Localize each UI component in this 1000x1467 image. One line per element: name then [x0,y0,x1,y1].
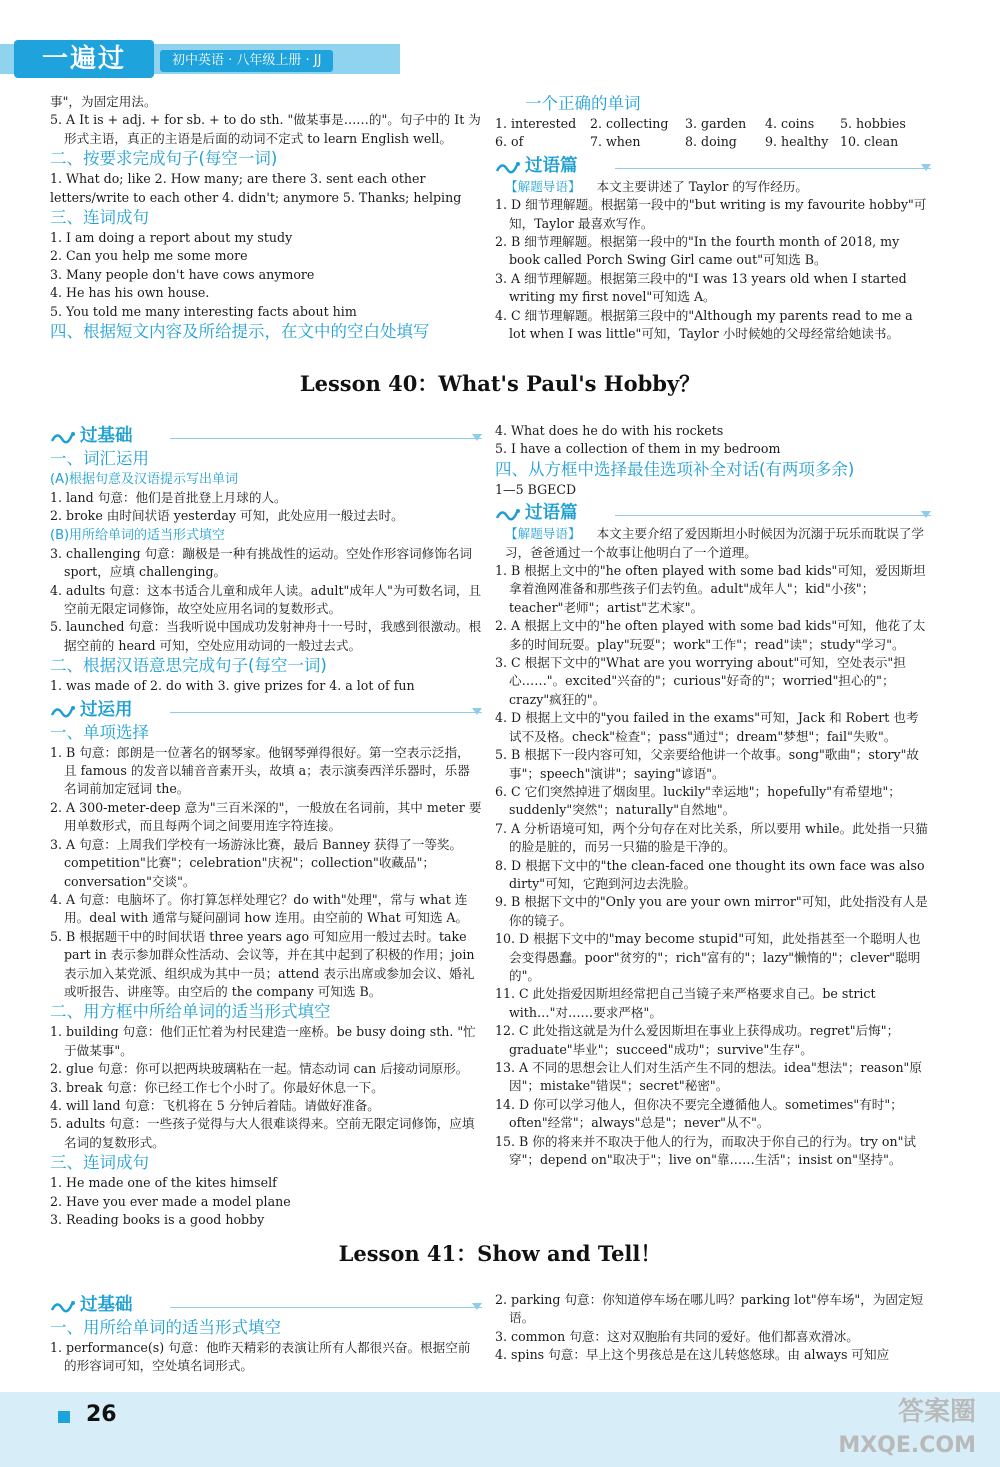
watermark: 答案圈 MXQE.COM [838,1397,976,1458]
answer-item: 2. Can you help me some more [50,248,248,264]
answer-items [495,196,931,343]
guide-line: 【解题导语】 本文主要讲述了 Taylor 的写作经历。 [505,178,808,194]
answer-item: 14. D 你可以学习他人，但你决不要完全遵循他人。sometimes"有时"；often"经常"；always"总是"；never"从不"。 [495,1096,903,1131]
answer-item: 4. C 细节理解题。根据第三段中的"Although my parents read to me a lot when I was little"可知，Taylor 小时候她的父母经常给她读书。 [495,307,913,342]
answer-item: 1. What do; like 2. How many; are there 3. sent each other letters/write to each other 4. didn't; anymore 5. Thanks; helping [50,171,462,205]
answer-item: 4. A 句意：电脑坏了。你打算怎样处理它？do with"处理"，常与 what 连用。deal with 通常与疑问副词 how 连用。由空前的 What 可知选 A。 [50,891,469,926]
grid-answer: 2. collecting [590,116,669,131]
grid-answer: 1. interested [495,116,577,131]
answer-item: 1—5 BGECD [495,481,577,497]
answer-item: 3. C 根据下文中的"What are you worrying about"可知，空处表示"担心……"。excited"兴奋的"；curious"好奇的"；worried"担心的"；crazy"疯狂的"。 [495,655,906,707]
lesson-40-left-column [50,422,482,1229]
section-heading: 一、词汇运用 [50,449,149,468]
grid-answer: 10. clean [840,134,899,150]
grid-answer: 8. doing [685,134,737,150]
lesson-41-title: Lesson 41：Show and Tell！ [338,1241,662,1266]
answer-item: 9. B 根据下文中的"Only you are your own mirror"可知，此处指没有人是你的镜子。 [495,894,928,928]
grid-answer: 9. healthy [765,134,829,150]
answer-item: 2. B 细节理解题。根据第一段中的"In the fourth month of 2018, my book called Porch Swing Girl came out"可知选 B。 [495,234,900,268]
answer-item: 3. common 句意：这对双胞胎有共同的爱好。他们都喜欢滑冰。 [495,1328,859,1344]
answer-item: 1. D 细节理解题。根据第一段中的"but writing is my favourite hobby"可知，Taylor 最喜欢写作。 [495,197,927,231]
answer-item: 13. A 不同的思想会让人们对生活产生不同的想法。idea"想法"；reason"原因"；mistake"错误"；secret"秘密"。 [495,1060,922,1094]
answer-item: 4. adults 句意：这本书适合儿童和成年人读。adult"成年人"为可数名词，且空前无限定词修饰，故空处应用名词的复数形式。 [50,582,482,617]
band-heading: 过语篇 [495,501,931,525]
answer-item: 2. A 根据上文中的"he often played with some bad kids"可知，他花了太多的时间玩耍。play"玩耍"；work"工作"；read"读"；study"学习"。 [495,618,926,652]
answer-item: 15. B 你的将来并不取决于他人的行为，而取决于你自己的行为。try on"试穿"；depend on"取决于"；live on"靠……生活"；insist on"坚持"。 [495,1133,917,1168]
answer-item: 8. D 根据下文中的"the clean-faced one thought its own face was also dirty"可知，它跑到河边去洗脸。 [495,857,925,891]
answer-item: 11. C 此处指爱因斯坦经常把自己当镜子来严格要求自己。be strict with…"对……要求严格"。 [495,986,876,1020]
band-heading: 过基础 [50,424,482,448]
guide-line: 【解题导语】 本文主要介绍了爱因斯坦小时候因为沉溺于玩乐而耽误了学习，爸爸通过一个故事让他明白了一个道理。 [505,526,925,560]
section-heading: 一、用所给单词的适当形式填空 [50,1318,281,1337]
wave-icon [495,505,521,521]
sub-heading: (B)用所给单词的适当形式填空 [50,527,226,543]
section-heading: 三、连词成句 [50,208,149,228]
answer-item: 3. Many people don't have cows anymore [50,266,315,282]
answer-item: 5. B 根据题干中的时间状语 three years ago 可知应用一般过去时。take part in 表示参加群众性活动、会议等，并在其中起到了积极的作用；join 表示加入某党派、组织成为其中一员；attend 表示出席或参加会议、婚礼或听报告、讲座等。由空后的 the company 可知选 B。 [50,928,475,999]
grid-answer: 6. of [495,134,524,150]
answer-item: 3. challenging 句意：蹦极是一种有挑战性的运动。空处作形容词修饰名词 sport，应填 challenging。 [50,545,473,580]
band-heading: 过语篇 [495,154,931,178]
book-logo: 一遍过 [14,40,154,78]
band-heading: 过基础 [50,1293,482,1317]
answer-item: 4. He has his own house. [50,285,210,301]
grid-answer: 3. garden [685,116,747,131]
grid-answer: 7. when [590,134,641,150]
top-right-column [495,93,931,343]
page-number: 26 [86,1402,117,1427]
answer-item: 2. broke 由时间状语 yesterday 可知，此处应用一般过去时。 [50,508,404,524]
answer-item: 1. was made of 2. do with 3. give prizes for 4. a lot of fun [50,678,415,694]
lesson-41-right-column [495,1291,931,1365]
top-left-column [50,93,482,343]
answer-item: 7. A 分析语境可知，两个分句存在对比关系，所以要用 while。此处指一只猫的脸是脏的，而另一只猫的脸是干净的。 [495,820,928,855]
sub-heading: (A)根据句意及汉语提示写出单词 [50,472,239,487]
section-heading: 二、按要求完成句子(每空一词) [50,149,278,169]
answer-item: 4. will land 句意：飞机将在 5 分钟后着陆。请做好准备。 [50,1097,380,1113]
answer-item: 2. parking 句意：你知道停车场在哪儿吗？parking lot"停车场"，为固定短语。 [495,1292,924,1326]
answer-item: 5. adults 句意：一些孩子觉得与大人很难谈得来。空前无限定词修饰，应填名词的复数形式。 [50,1116,475,1150]
answer-item: 1. B 句意：郎朗是一位著名的钢琴家。他钢琴弹得很好。第一空表示泛指，且 famous 的发音以辅音音素开头，故填 a；表示演奏西洋乐器时，乐器名词前加定冠词 the。 [50,744,470,797]
answer-item: 6. C 它们突然掉进了烟囱里。luckily"幸运地"；hopefully"有希望地"；suddenly"突然"；naturally"自然地"。 [495,783,901,818]
answer-item: 5. B 根据下一段内容可知，父亲要给他讲一个故事。song"歌曲"；story"故事"；speech"演讲"；saying"谚语"。 [495,747,919,781]
answer-item: 5. A It is + adj. + for sb. + to do sth. "做某事是……的"。句子中的 It 为形式主语，真正的主语是后面的动词不定式 to learn English well。 [50,112,481,146]
band-heading: 过运用 [50,698,482,722]
answer-item: 3. A 细节理解题。根据第三段中的"I was 13 years old when I started writing my first novel"可知选 A。 [495,270,907,305]
answer-item: 3. break 句意：你已经工作七个小时了。你最好休息一下。 [50,1079,384,1095]
section-heading: 三、连词成句 [50,1153,149,1173]
answer-item: 2. Have you ever made a model plane [50,1193,291,1209]
book-subtitle: 初中英语 · 八年级上册 · JJ [160,50,333,72]
section-heading: 四、从方框中选择最佳选项补全对话(有两项多余) [495,459,855,479]
answer-item: 10. D 根据下文中的"may become stupid"可知，此处指甚至一个聪明人也会变得愚蠢。poor"贫穷的"；rich"富有的"；lazy"懒惰的"；clever"聪明的"。 [495,931,921,983]
answer-item: 3. Reading books is a good hobby [50,1212,265,1227]
wave-icon [495,158,521,174]
answer-item: 4. spins 句意：早上这个男孩总是在这儿转悠悠球。由 always 可知应 [495,1347,890,1363]
section-heading: 一个正确的单词 [525,94,641,113]
section-heading: 二、根据汉语意思完成句子(每空一词) [50,656,327,676]
answer-item: 2. glue 句意：你可以把两块玻璃粘在一起。情态动词 can 后接动词原形。 [50,1061,469,1077]
answer-item: 1. He made one of the kites himself [50,1175,277,1191]
answer-item: 5. launched 句意：当我听说中国成功发射神舟十一号时，我感到很激动。根据空前的 heard 可知，空处应用动词的一般过去式。 [50,619,482,653]
answer-item: 1. performance(s) 句意：他昨天精彩的表演让所有人都很兴奋。根据空前的形容词可知，空处填名词形式。 [50,1340,471,1374]
answer-item: 2. A 300-meter-deep 意为"三百米深的"，一般放在名词前，其中 meter 要用单数形式，而且每两个词之间要用连字符连接。 [50,799,482,834]
lesson-40-right-column [495,422,931,1169]
answer-item: 1. B 根据上文中的"he often played with some bad kids"可知，爱因斯坦拿着渔网准备和那些孩子们去钓鱼。adult"成年人"；kid"小孩"；teacher"老师"；artist"艺术家"。 [495,563,926,615]
lesson-41-left-column [50,1291,482,1376]
answer-grid [495,115,931,152]
answer-item: 1. land 句意：他们是首批登上月球的人。 [50,490,287,505]
grid-answer: 5. hobbies [840,116,906,131]
section-heading: 二、用方框中所给单词的适当形式填空 [50,1002,331,1022]
answer-item: 3. A 句意：上周我们学校有一场游泳比赛，最后 Banney 获得了一等奖。competition"比赛"；celebration"庆祝"；collection"收藏品"；conversation"交谈"。 [50,836,463,889]
answer-item: 12. C 此处指这就是为什么爱因斯坦在事业上获得成功。regret"后悔"；graduate"毕业"；succeed"成功"；survive"生存"。 [495,1023,900,1057]
grid-answer: 4. coins [765,116,815,131]
answer-item: 5. You told me many interesting facts about him [50,303,357,319]
answer-item: 事"，为固定用法。 [50,94,157,109]
section-heading: 四、根据短文内容及所给提示，在文中的空白处填写 [50,322,430,342]
answer-item: 4. What does he do with his rockets [495,423,724,438]
wave-icon [50,702,76,718]
lesson-40-title: Lesson 40：What's Paul's Hobby？ [299,371,701,396]
wave-icon [50,428,76,444]
wave-icon [50,1297,76,1313]
section-heading: 一、单项选择 [50,722,149,742]
page-marker [58,1411,70,1423]
answer-item: 4. D 根据上文中的"you failed in the exams"可知，Jack 和 Robert 也考试不及格。check"检查"；pass"通过"；dream"梦想"；fail"失败"。 [495,710,919,744]
answer-item: 1. building 句意：他们正忙着为村民建造一座桥。be busy doing sth. "忙于做某事"。 [50,1024,476,1058]
answer-item: 1. I am doing a report about my study [50,230,293,246]
answer-item: 5. I have a collection of them in my bedroom [495,441,781,457]
